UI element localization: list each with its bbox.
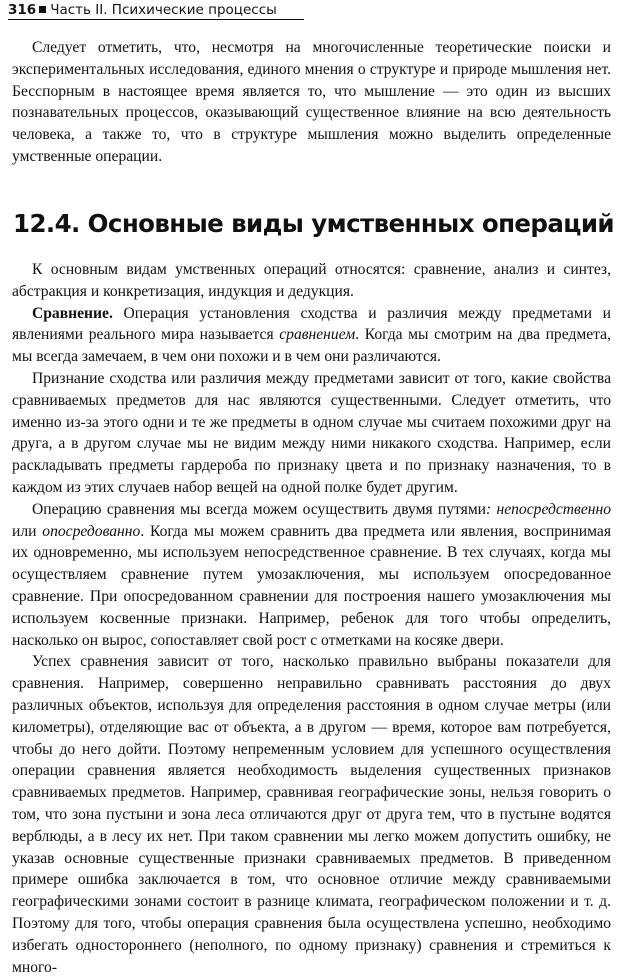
section-heading: 12.4. Основные виды умственных операций	[13, 209, 614, 238]
paragraph-1: К основным видам умственных операций относятся: сравнение, анализ и синтез, абстракция и конкретизация, индукция и дедукция.	[12, 261, 611, 300]
paragraph-2-text-b: . Когда мы смотрим на два предмета, мы всегда замечаем, в чем они похожи и в чем они различаются.	[12, 326, 611, 366]
paragraph-4-text-b: или	[12, 522, 43, 540]
page-number: 316	[8, 2, 37, 18]
square-bullet-icon	[39, 6, 46, 13]
term-direct: : непосредственно	[486, 500, 612, 518]
intro-paragraph: Следует отметить, что, несмотря на многочисленные теоретические поиски и экспериментальных исследования, единого мнения о структуре и природе мышления нет. Бесспорным в настоящее время является то, что мышление — это один из высших познавательных процессов, оказывающий существенное влияние на всю деятельность человека, а также то, что в структуре мышления можно выделить определенные умственные операции.	[12, 39, 611, 165]
running-head-title: Часть II. Психические процессы	[50, 2, 277, 18]
term-indirect: опосредованно	[42, 522, 141, 540]
paragraph-3: Признание сходства или различия между предметами зависит от того, какие свойства сравниваемых предметов для нас являются существенными. Следует отметить, что именно из-за этого одни и те же предметы в одном случае мы считаем похожими друг на друга, а в другом случае мы не видим между ними никакого сходства. Например, если раскладывать предметы гардероба по признаку цвета и по признаку назначения, то в каждом из этих случаев набор вещей на одной полке будет другим.	[12, 369, 611, 496]
paragraph-5: Успех сравнения зависит от того, насколько правильно выбраны показатели для сравнения. Например, совершенно неправильно сравнивать расстояния до двух различных объектов, используя для определения расстояния в одном случае метры (или километры), отделяющие вас от объекта, а в другом — время, которое вам потребуется, чтобы до него дойти. Поэтому непременным условием для успешного осуществления операции сравнения является необходимость выделения существенных признаков сравниваемых предметов. Например, сравнивая географические зоны, нельзя говорить о том, что зона пустыни и зона леса отличаются друг от друга тем, что в пустыне водятся верблюды, а в лесу их нет. При таком сравнении мы легко можем допустить ошибку, не указав основные существенные признаки сравниваемых предметов. В приведенном примере ошибка заключается в том, что основное отличие между сравниваемыми географическими зонами состоит в разнице климата, географическом положении и т. д. Поэтому для того, чтобы операция сравнения была осуществлена успешно, необходимо избегать одностороннего (неполного, по одному признаку) сравнения и стремиться к много-	[12, 653, 611, 976]
paragraph-2-text-a: Операция установления сходства и различия между предметами и явлениями реального мира называется	[12, 304, 611, 344]
running-head	[8, 2, 304, 20]
paragraph-2	[12, 303, 611, 368]
term-comparison: сравнением	[279, 326, 356, 344]
intro-text	[12, 37, 611, 168]
section-body	[12, 259, 611, 978]
term-comparison-lead: Сравнение.	[32, 304, 113, 322]
paragraph-4-text-c: . Когда мы можем сравнить два предмета или явления, воспринимая их одновременно, мы используем непосредственное сравнение. В тех случаях, когда мы осуществляем сравнение путем умозаключения, мы используем опосредованное сравнение. При опосредованном сравнении для построения нашего умозаключения мы используем косвенные признаки. Например, ребенок для того чтобы определить, насколько он вырос, сопоставляет свой рост с отметками на косяке двери.	[12, 522, 611, 649]
paragraph-4	[12, 499, 611, 652]
paragraph-4-text-a: Операцию сравнения мы всегда можем осуществить двумя путями	[32, 500, 487, 518]
